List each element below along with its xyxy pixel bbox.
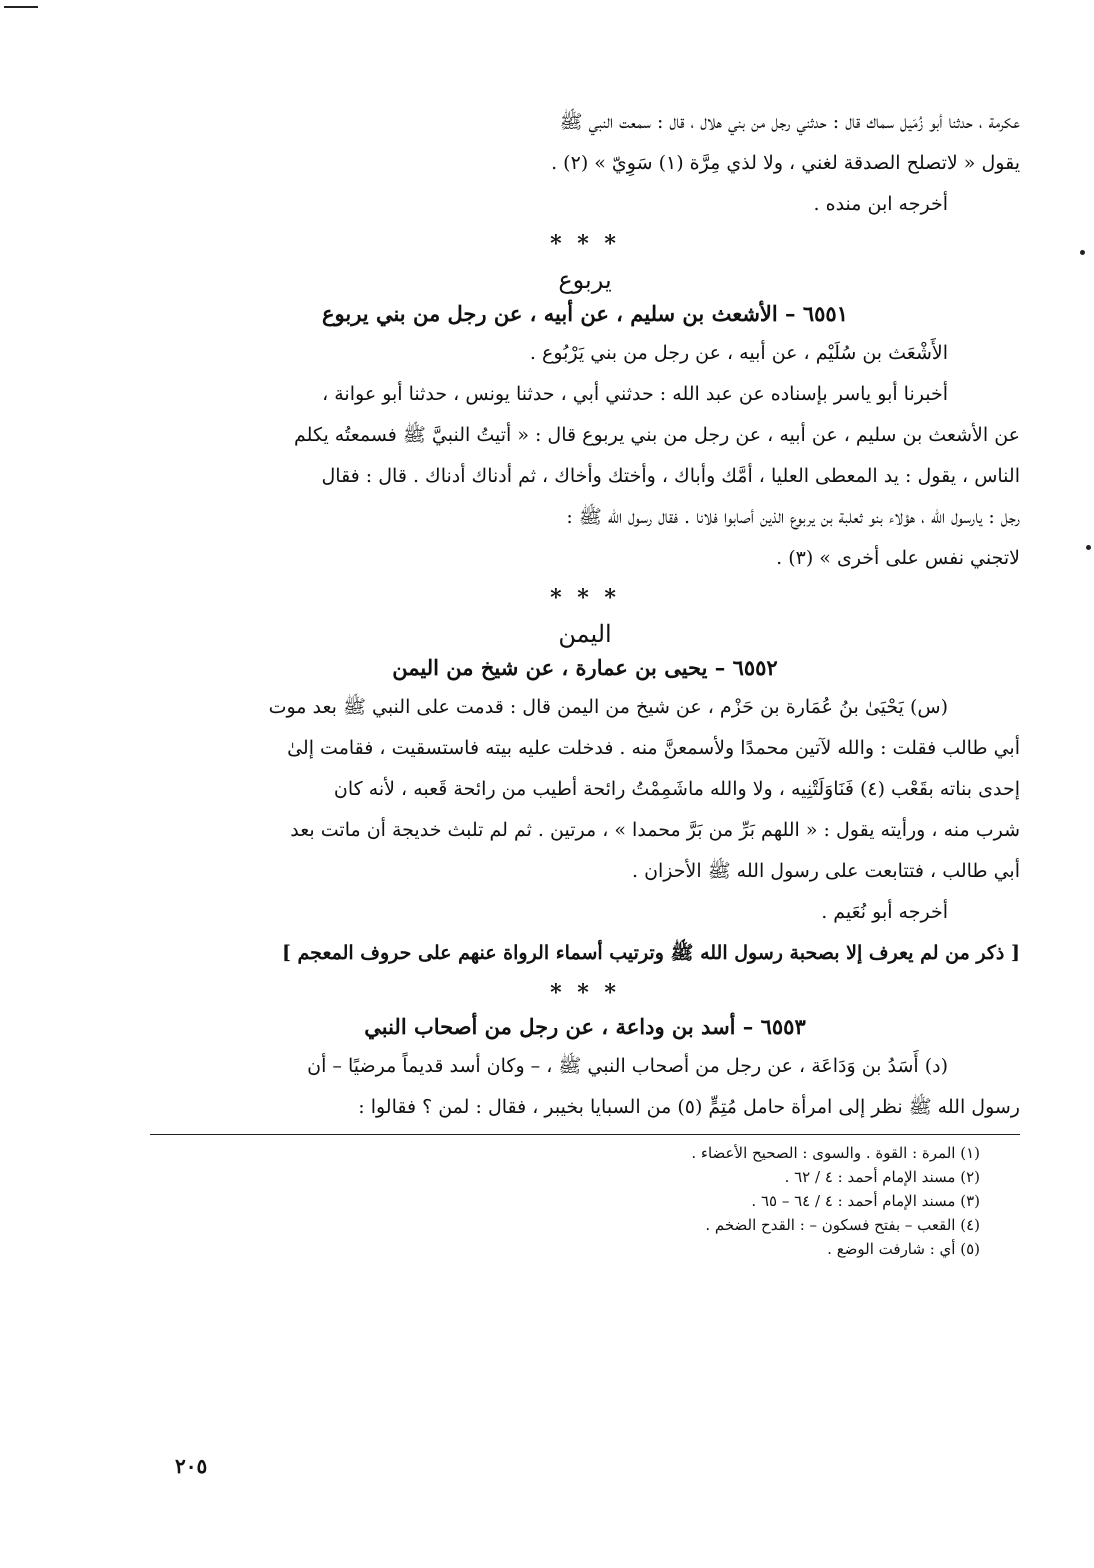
margin-dot <box>1080 250 1085 255</box>
section-divider: * * * <box>550 980 620 1006</box>
footnote-rule <box>150 1134 1020 1135</box>
book-page <box>150 108 1020 1261</box>
footnote: (٣) مسند الإمام أحمد : ٤ / ٦٤ – ٦٥ . <box>751 1192 980 1210</box>
scan-edge-mark <box>4 6 38 8</box>
text-line: أبي طالب ، فتتابعت على رسول الله ﷺ الأحزان . <box>632 860 1020 882</box>
footnote: (٥) أي : شارفت الوضع . <box>827 1240 980 1258</box>
paragraph-start-line: أخرجه أبو نُعَيم . <box>821 901 948 923</box>
text-line: أبي طالب فقلت : والله لآتين محمدًا ولأسمعنَّ منه . فدخلت عليه بيته فاستسقيت ، فقامت إلىٰ <box>287 737 1020 759</box>
bracketed-heading: [ ذكر من لم يعرف إلا بصحبة رسول الله ﷺ وترتيب أسماء الرواة عنهم على حروف المعجم ] <box>281 942 1020 964</box>
paragraph-start-line: (س) يَحْيَىٰ بنُ عُمَارة بن حَزْم ، عن شيخ من اليمن قال : قدمت على النبي ﷺ بعد موت <box>268 696 948 718</box>
entry-title: ٦٥٥١ – الأشعث بن سليم ، عن أبيه ، عن رجل من بني يربوع <box>322 301 848 326</box>
text-line: إحدى بناته بقَعْب (٤) فَنَاوَلَتْنِيه ، ولا والله ماشَمِمْتُ رائحة أطيب من رائحة قَعبه ، لأنه كان <box>333 778 1020 800</box>
section-divider: * * * <box>550 585 620 611</box>
text-line: عكرمة ، حدثنا أبو زُمَيل سماك قال : حدثني رجل من بني هلال ، قال : سمعت النبي ﷺ <box>559 111 1020 133</box>
paragraph-start-line: أخبرنا أبو ياسر بإسناده عن عبد الله : حدثني أبي ، حدثنا يونس ، حدثنا أبو عوانة ، <box>322 383 948 405</box>
text-line: عن الأشعث بن سليم ، عن أبيه ، عن رجل من بني يربوع قال : « أتيتُ النبيَّ ﷺ فسمعتُه يكلم <box>294 424 1020 446</box>
margin-dot <box>1086 545 1091 550</box>
paragraph-start-line: أخرجه ابن منده . <box>813 193 948 215</box>
entry-title: ٦٥٥٢ – يحيى بن عمارة ، عن شيخ من اليمن <box>392 655 778 680</box>
text-line: لاتجني نفس على أخرى » (٣) . <box>776 547 1020 569</box>
footnote: (١) المرة : القوة . والسوى : الصحيح الأعضاء . <box>691 1144 980 1162</box>
text-line: رسول الله ﷺ نظر إلى امرأة حامل مُتِمٍّ (٥) من السبايا بخيبر ، فقال : لمن ؟ فقالوا : <box>358 1096 1020 1118</box>
text-line: شرب منه ، ورأيته يقول : « اللهم بَرِّ من بَرَّ محمدا » ، مرتين . ثم لم تلبث خديجة أن ماتت بعد <box>290 819 1020 841</box>
page-number: ٢٠٥ <box>175 1454 208 1478</box>
text-line: يقول « لاتصلح الصدقة لغني ، ولا لذي مِرَّة (١) سَوِيّ » (٢) . <box>551 152 1020 174</box>
text-line: الناس ، يقول : يد المعطى العليا ، أمَّك وأباك ، وأختك وأخاك ، ثم أدناك أدناك . قال : فقال <box>321 465 1020 487</box>
entry-title: ٦٥٥٣ – أسد بن وداعة ، عن رجل من أصحاب النبي <box>364 1014 806 1039</box>
section-title: يربوع <box>558 266 612 294</box>
section-title: اليمن <box>558 620 612 648</box>
section-divider: * * * <box>550 231 620 257</box>
footnote: (٢) مسند الإمام أحمد : ٤ / ٦٢ . <box>784 1168 980 1186</box>
paragraph-start-line: (د) أَسَدُ بن وَدَاعَة ، عن رجل من أصحاب النبي ﷺ ، – وكان أسد قديماً مرضيًا – أن <box>307 1055 948 1077</box>
footnote: (٤) القعب – بفتح فسكون – : القدح الضخم . <box>705 1216 980 1234</box>
paragraph-start-line: الأَشْعَث بن سُلَيْم ، عن أبيه ، عن رجل من بني يَرْبُوع . <box>529 342 948 364</box>
text-line: رجل : يارسول الله ، هؤلاء بنو ثعلبة بن يربوع الذين أصابوا فلانا . فقال رسول الله ﷺ : <box>566 506 1020 528</box>
